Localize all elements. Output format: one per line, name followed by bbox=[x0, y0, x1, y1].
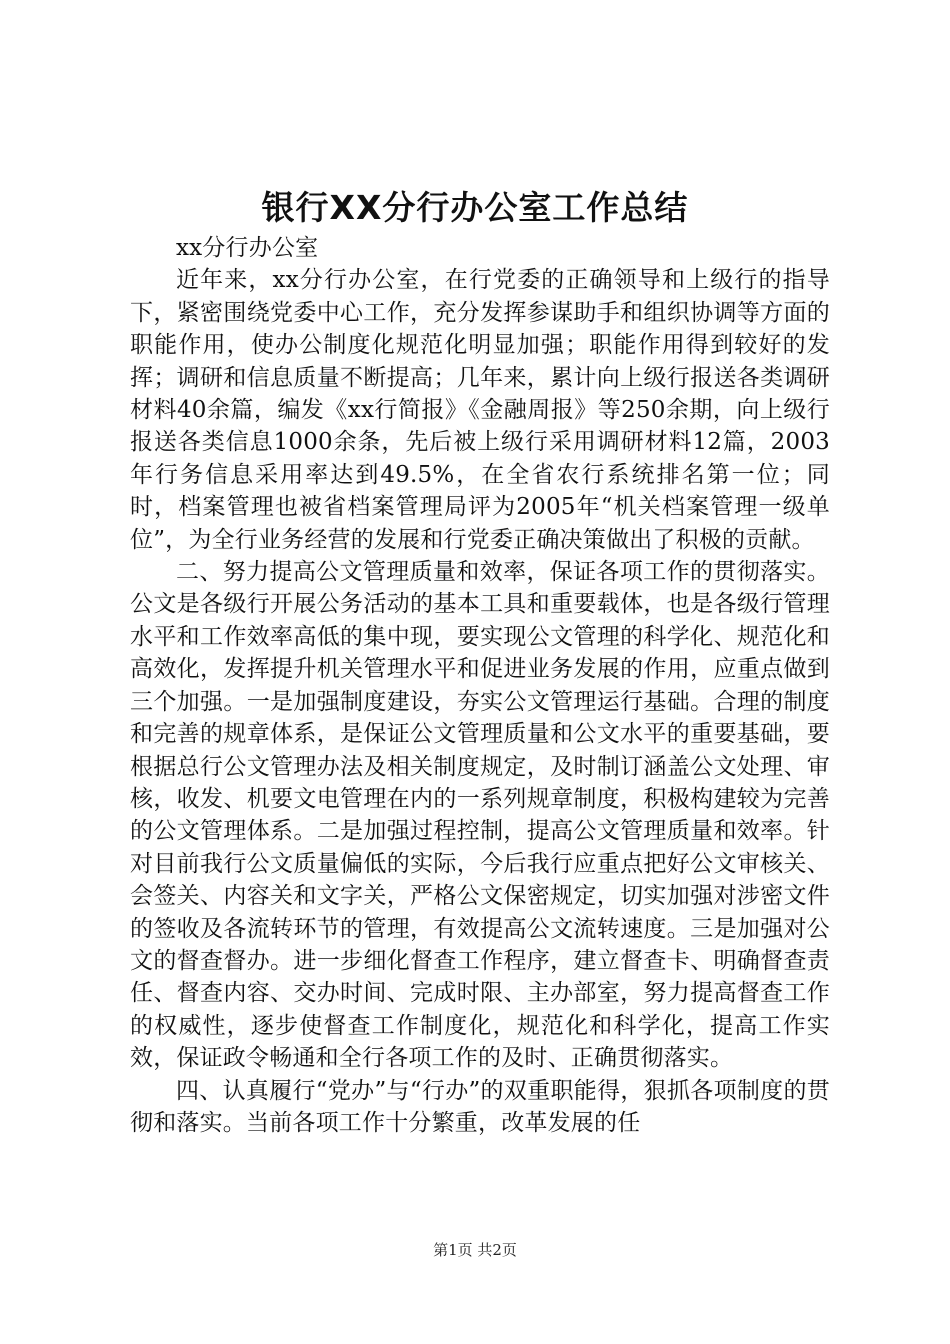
document-title: 银行XX分行办公室工作总结 bbox=[261, 188, 689, 227]
author-line: xx分行办公室 bbox=[176, 235, 319, 261]
paragraph-intro: 近年来，xx分行办公室，在行党委的正确领导和上级行的指导下，紧密围绕党委中心工作，充分发挥参谋助手和组织协调等方面的职能作用，使办公制度化规范化明显加强；职能作用得到较好的发挥；调研和信息质量不断提高；几年来，累计向上级行报送各类调研材料40余篇，编发《xx行简报》《金融周报》等250余期，向上级行报送各类信息1000余条，先后被上级行采用调研材料12篇，2003年行务信息采用率达到49.5%，在全省农行系统排名第一位；同时，档案管理也被省档案管理局评为2005年“机关档案管理一级单位”，为全行业务经营的发展和行党委正确决策做出了积极的贡献。 bbox=[130, 267, 830, 553]
paragraph-section-4: 四、认真履行“党办”与“行办”的双重职能得，狠抓各项制度的贯彻和落实。当前各项工作十分繁重，改革发展的任 bbox=[130, 1077, 830, 1136]
page-footer: 第1页 共2页 bbox=[433, 1241, 517, 1259]
paragraph-section-2: 二、努力提高公文管理质量和效率，保证各项工作的贯彻落实。公文是各级行开展公务活动的基本工具和重要载体，也是各级行管理水平和工作效率高低的集中现，要实现公文管理的科学化、规范化和高效化，发挥提升机关管理水平和促进业务发展的作用，应重点做到三个加强。一是加强制度建设，夯实公文管理运行基础。合理的制度和完善的规章体系，是保证公文管理质量和公文水平的重要基础，要根据总行公文管理办法及相关制度规定，及时制订涵盖公文处理、审核，收发、机要文电管理在内的一系列规章制度，积极构建较为完善的公文管理体系。二是加强过程控制，提高公文管理质量和效率。针对目前我行公文质量偏低的实际，今后我行应重点把好公文审核关、会签关、内容关和文字关，严格公文保密规定，切实加强对涉密文件的签收及各流转环节的管理，有效提高公文流转速度。三是加强对公文的督查督办。进一步细化督查工作程序，建立督查卡、明确督查责任、督查内容、交办时间、完成时限、主办部室，努力提高督查工作的权威性，逐步使督查工作制度化，规范化和科学化，提高工作实效，保证政令畅通和全行各项工作的及时、正确贯彻落实。 bbox=[130, 559, 830, 1072]
document-body bbox=[130, 232, 830, 1139]
